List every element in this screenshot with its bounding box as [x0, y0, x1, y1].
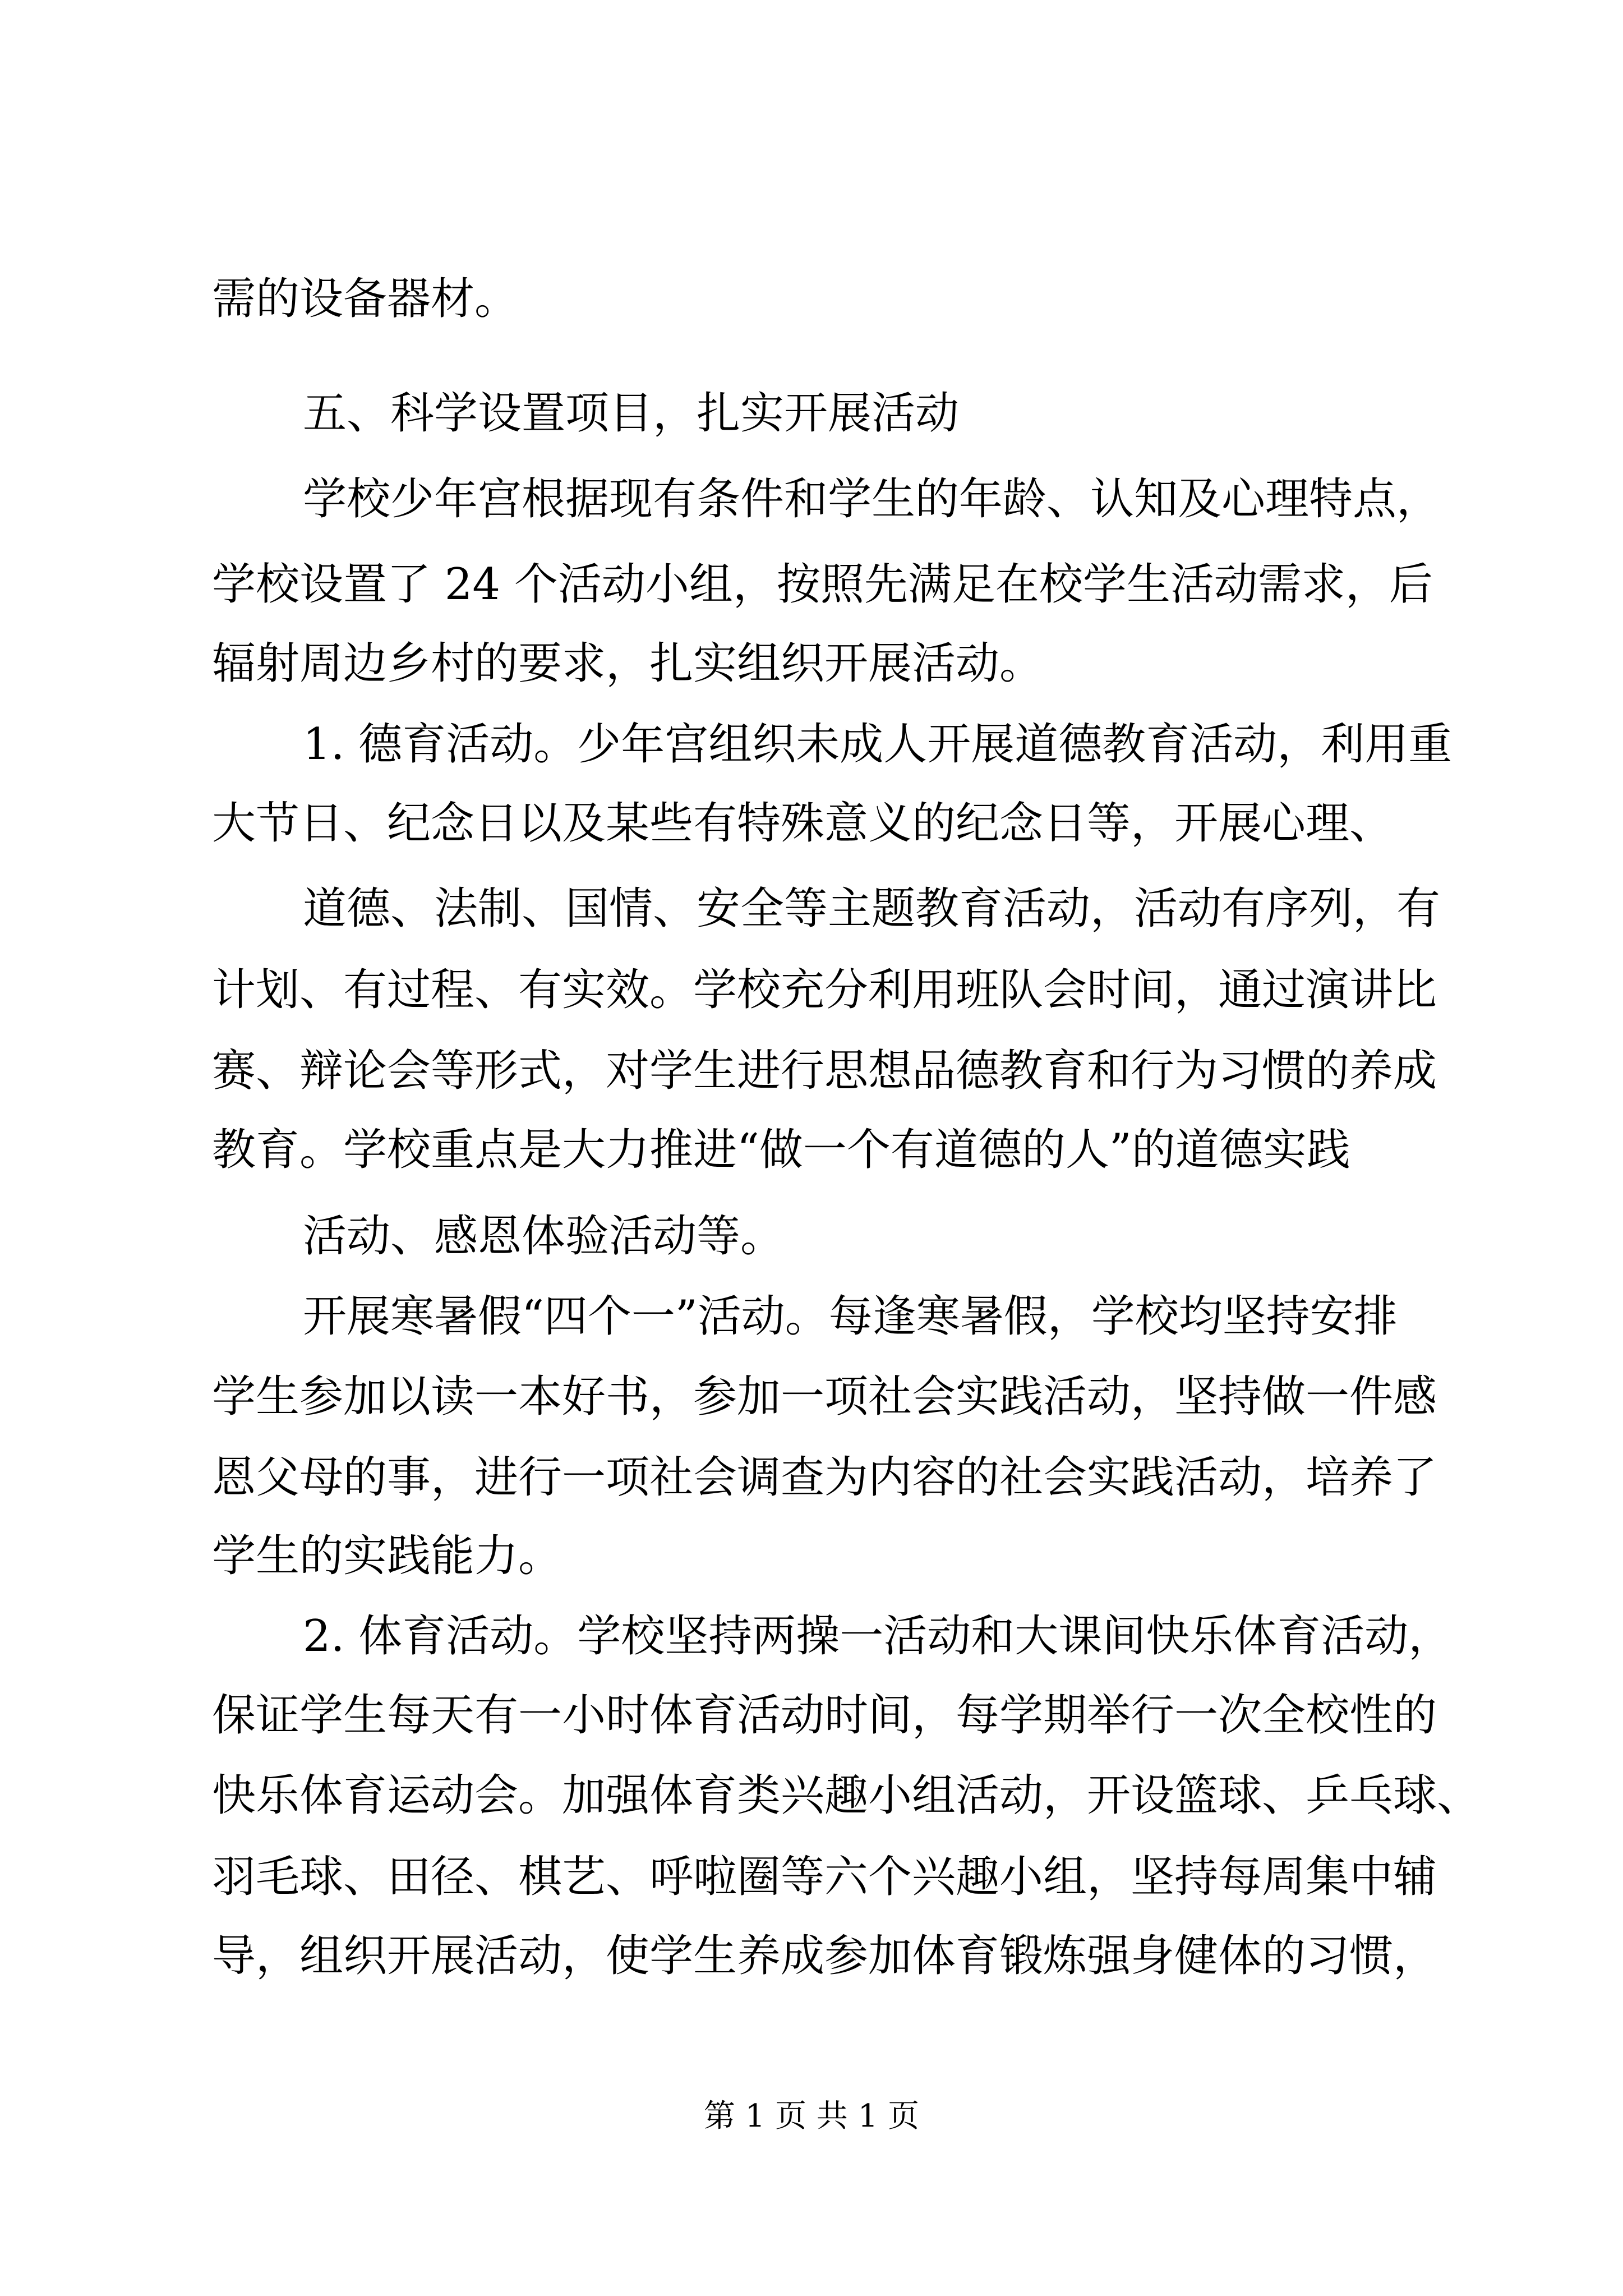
page-number-footer: 第 1 页 共 1 页: [703, 2098, 920, 2134]
text-line-10: 赛、辩论会等形式，对学生进行思想品德教育和行为习惯的养成: [212, 1046, 1437, 1096]
text-line-5: 辐射周边乡村的要求，扎实组织开展活动。: [212, 638, 1044, 689]
text-line-18: 保证学生每天有一小时体育活动时间，每学期举行一次全校性的: [212, 1690, 1437, 1741]
text-line-19: 快乐体育运动会。加强体育类兴趣小组活动，开设篮球、乒乓球、: [212, 1770, 1481, 1821]
text-line-9: 计划、有过程、有实效。学校充分利用班队会时间，通过演讲比: [212, 965, 1437, 1015]
text-line-4: 学校设置了 24 个活动小组，按照先满足在校学生活动需求，后: [212, 559, 1433, 610]
text-line-15: 恩父母的事，进行一项社会调查为内容的社会实践活动，培养了: [212, 1452, 1437, 1503]
text-line-3: 学校少年宫根据现有条件和学生的年龄、认知及心理特点，: [303, 474, 1441, 524]
text-line-16: 学生的实践能力。: [212, 1531, 562, 1581]
text-line-20: 羽毛球、田径、棋艺、呼啦圈等六个兴趣小组，坚持每周集中辅: [212, 1852, 1437, 1902]
text-line-14: 学生参加以读一本好书，参加一项社会实践活动，坚持做一件感: [212, 1372, 1437, 1422]
section-heading: 五、科学设置项目，扎实开展活动: [303, 388, 960, 439]
text-line-11: 教育。学校重点是大力推进“做一个有道德的人”的道德实践: [212, 1125, 1350, 1175]
text-line-8: 道德、法制、国情、安全等主题教育活动，活动有序列，有: [303, 884, 1441, 934]
text-line-21: 导，组织开展活动，使学生养成参加体育锻炼强身健体的习惯，: [212, 1931, 1437, 1981]
text-line-12: 活动、感恩体验活动等。: [303, 1211, 785, 1262]
text-line-17: 2. 体育活动。学校坚持两操一活动和大课间快乐体育活动，: [303, 1611, 1453, 1662]
text-line-6: 1. 德育活动。少年宫组织未成人开展道德教育活动，利用重: [303, 719, 1453, 770]
text-line-7: 大节日、纪念日以及某些有特殊意义的纪念日等，开展心理、: [212, 798, 1394, 849]
text-line-1: 需的设备器材。: [212, 274, 519, 324]
text-line-13: 开展寒暑假“四个一”活动。每逢寒暑假，学校均坚持安排: [303, 1291, 1398, 1342]
